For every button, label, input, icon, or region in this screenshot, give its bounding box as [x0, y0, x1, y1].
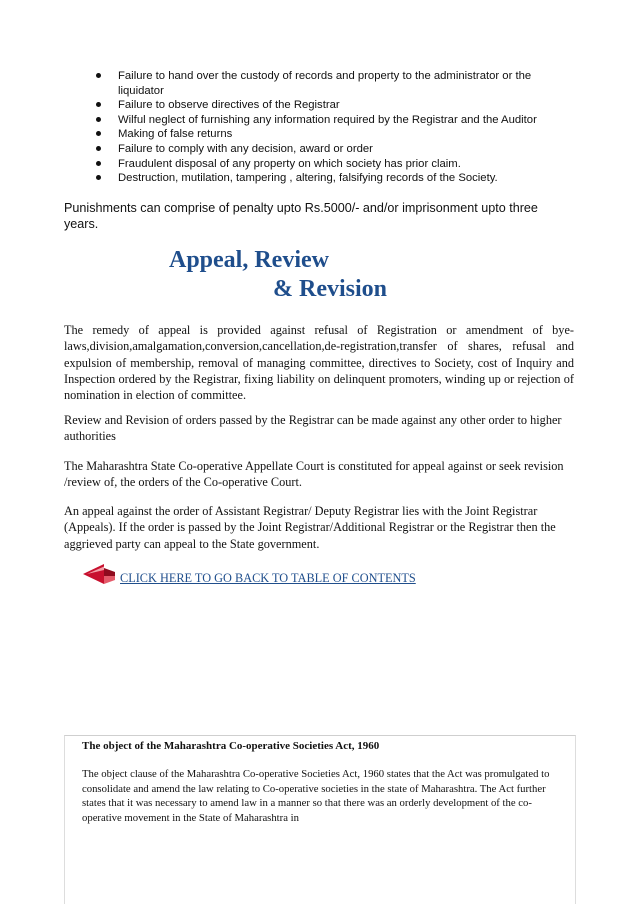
bullet-icon [96, 161, 101, 166]
list-item [96, 157, 566, 172]
appeal-authority-paragraph: An appeal against the order of Assistant Registrar/ Deputy Registrar lies with the Joint Registrar (Appeals). If the order is passed by the Joint Registrar/Additional Registrar or the Registrar then the aggrieved party can appeal to the State government. [64, 504, 556, 551]
list-item [96, 69, 566, 98]
review-paragraph: Review and Revision of orders passed by the Registrar can be made against any other order to higher authorities [64, 413, 562, 444]
list-item-text: Failure to observe directives of the Registrar [118, 99, 340, 112]
list-item [96, 98, 566, 113]
list-item [96, 171, 566, 186]
list-item-text: Failure to comply with any decision, award or order [118, 142, 373, 155]
appeal-paragraph: The remedy of appeal is provided against refusal of Registration or amendment of bye-laws,division,amalgamation,conversion,cancellation,de-registration,transfer of shares, refusal and expulsion of membership, removal of managing committee, directives to Society, cost of Inquiry and Inspection ordered by the Registrar, fixing liability on delinquent promoters, winding up or rejection of nomination in election of committee. [64, 323, 574, 403]
list-item-text: Fraudulent disposal of any property on which society has prior claim. [118, 157, 461, 170]
section-heading-line2: & Revision [273, 276, 387, 302]
section-heading-line1: Appeal, Review [169, 247, 329, 273]
list-item-text: Failure to hand over the custody of records and property to the administrator or the liquidator [118, 70, 532, 97]
list-item [96, 127, 566, 142]
offence-list [96, 69, 566, 186]
back-to-contents-link[interactable]: CLICK HERE TO GO BACK TO TABLE OF CONTENTS [120, 571, 416, 585]
bullet-icon [96, 117, 101, 122]
preview-title: The object of the Maharashtra Co-operative Societies Act, 1960 [82, 740, 380, 752]
punishments-text: Punishments can comprise of penalty upto Rs.5000/- and/or imprisonment upto three years. [64, 201, 538, 231]
list-item [96, 113, 566, 128]
list-item-text: Making of false returns [118, 128, 233, 141]
bullet-icon [96, 175, 101, 180]
bullet-icon [96, 73, 101, 78]
list-item-text: Wilful neglect of furnishing any information required by the Registrar and the Auditor [118, 113, 537, 126]
bullet-icon [96, 131, 101, 136]
bullet-icon [96, 146, 101, 151]
red-back-arrow-icon[interactable] [82, 563, 116, 585]
list-item [96, 142, 566, 157]
bullet-icon [96, 102, 101, 107]
appellate-court-paragraph: The Maharashtra State Co-operative Appellate Court is constituted for appeal against or seek revision /review of, the orders of the Co-operative Court. [64, 459, 564, 490]
list-item-text: Destruction, mutilation, tampering , altering, falsifying records of the Society. [118, 172, 498, 185]
preview-body: The object clause of the Maharashtra Co-operative Societies Act, 1960 states that the Act was promulgated to consolidate and amend the law relating to Co-operative societies in the state of Maharashtra. The Act further states that it was necessary to amend law in a manner so that there was an orderly development of the co-operative movement in the State of Maharashtra in [82, 768, 550, 824]
